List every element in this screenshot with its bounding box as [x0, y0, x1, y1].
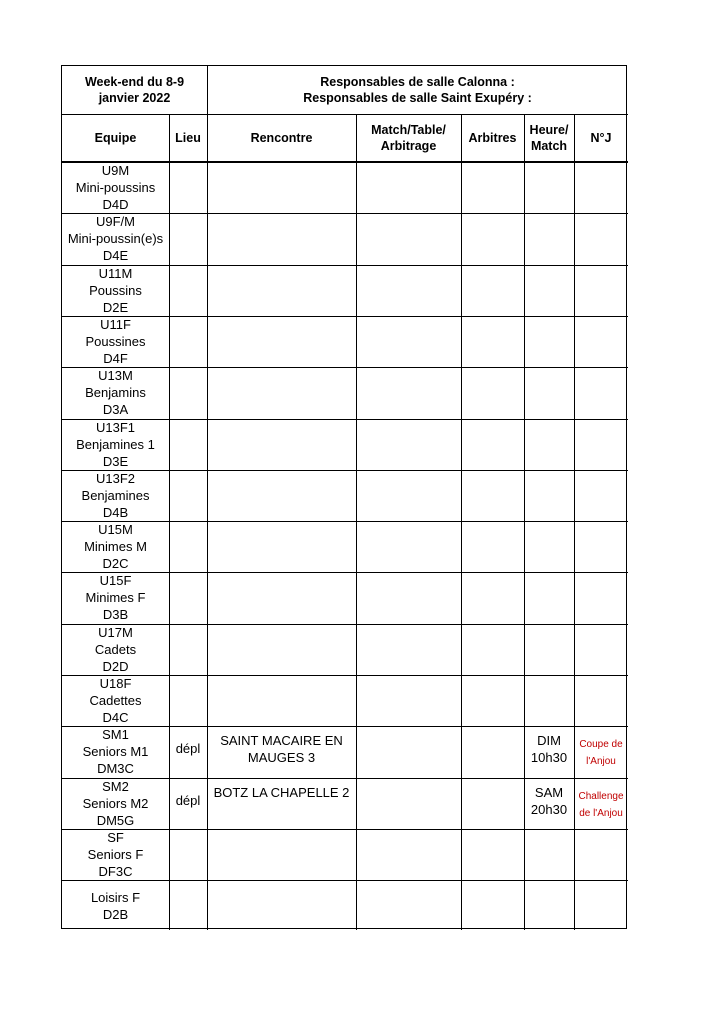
team-cell	[62, 778, 169, 829]
responsables-cell	[207, 66, 628, 114]
team-cell	[62, 162, 169, 213]
team-code: U13F1	[95, 419, 136, 435]
team-division: DF3C	[98, 863, 133, 879]
team-name: Poussins	[89, 282, 142, 298]
lieu-cell: dépl	[175, 792, 201, 808]
col-header-lieu	[169, 114, 207, 162]
team-division: D2D	[102, 658, 129, 674]
col-header-equipe-label: Equipe	[94, 131, 137, 145]
col-header-match-line-2: Arbitrage	[380, 139, 437, 153]
team-code: U15M	[98, 522, 133, 538]
team-name: Seniors M1	[82, 744, 149, 760]
team-division: D2B	[102, 906, 129, 922]
team-name: Benjamines 1	[76, 436, 155, 452]
team-name: Minimes F	[85, 590, 146, 606]
lieu-cell: dépl	[175, 741, 201, 757]
team-code: SM1	[102, 727, 129, 743]
team-division: D4C	[102, 710, 129, 725]
responsables-calonna: Responsables de salle Calonna :	[320, 75, 515, 89]
team-name: Minimes M	[84, 539, 147, 555]
team-name: Mini-poussins	[75, 180, 156, 195]
team-name: Mini-poussin(e)s	[67, 231, 164, 247]
weekend-cell	[62, 66, 207, 114]
team-name: Seniors F	[87, 846, 144, 862]
team-cell	[62, 470, 169, 521]
responsables-saint-exupery: Responsables de salle Saint Exupéry :	[303, 91, 532, 105]
nj-cell	[574, 778, 628, 829]
team-cell	[62, 521, 169, 572]
col-header-heure	[524, 114, 574, 162]
col-header-rencontre	[207, 114, 356, 162]
nj-line: Coupe de	[579, 739, 623, 751]
team-name: Loisirs F	[90, 889, 141, 905]
team-code: U11M	[98, 265, 133, 281]
team-name: Seniors M2	[82, 795, 149, 811]
schedule-table	[61, 65, 627, 929]
rencontre-line: MAUGES 3	[247, 750, 316, 766]
team-division: D4E	[102, 248, 129, 264]
team-name: Benjamins	[85, 385, 146, 401]
team-code: U17M	[98, 624, 133, 640]
team-cell	[62, 572, 169, 623]
team-cell	[62, 316, 169, 367]
team-division: D4F	[103, 350, 128, 366]
nj-line: de l'Anjou	[579, 807, 623, 819]
col-header-match	[356, 114, 461, 162]
team-name: Cadettes	[89, 693, 142, 708]
team-code: SM2	[102, 778, 129, 794]
team-division: D4D	[102, 197, 129, 212]
team-name: Benjamines	[81, 487, 150, 503]
team-cell	[62, 419, 169, 470]
team-cell	[62, 880, 169, 931]
heure-time: 10h30	[530, 750, 568, 766]
nj-line: l'Anjou	[586, 756, 616, 768]
rencontre-line: SAINT MACAIRE EN	[220, 733, 343, 749]
col-header-equipe	[62, 114, 169, 162]
heure-time: 20h30	[530, 801, 568, 817]
header-divider	[62, 114, 628, 115]
team-code: U11F	[100, 316, 131, 332]
team-division: D2E	[102, 299, 129, 315]
col-header-heure-line-2: Match	[530, 139, 568, 153]
team-division: D4B	[102, 504, 129, 520]
col-header-match-line-1: Match/Table/	[371, 123, 446, 137]
team-cell	[62, 265, 169, 316]
col-header-rencontre-label: Rencontre	[250, 131, 313, 145]
col-header-nj-label: N°J	[590, 131, 612, 145]
team-division: DM5G	[96, 812, 135, 828]
rencontre-cell	[207, 778, 356, 829]
team-cell	[62, 675, 169, 726]
team-code: U13M	[98, 368, 133, 384]
nj-line: Challenge	[578, 790, 624, 802]
nj-cell	[574, 726, 628, 777]
heure-day: DIM	[537, 733, 561, 749]
col-header-heure-line-1: Heure/	[529, 123, 569, 137]
team-cell	[62, 213, 169, 264]
team-name: Cadets	[94, 641, 137, 657]
team-code: U18F	[99, 676, 132, 691]
col-header-arbitres-label: Arbitres	[468, 131, 517, 145]
rencontre-cell	[207, 726, 356, 777]
team-code: U13F2	[95, 470, 136, 486]
team-cell	[62, 726, 169, 777]
team-division: DM3C	[97, 761, 134, 777]
team-cell	[62, 367, 169, 418]
team-cell	[62, 829, 169, 880]
team-code: U9F/M	[96, 214, 135, 230]
heure-day: SAM	[534, 784, 564, 800]
team-division: D3B	[102, 607, 129, 623]
team-code: SF	[107, 829, 124, 845]
team-name: Poussines	[85, 333, 146, 349]
col-header-nj	[574, 114, 628, 162]
heure-cell	[524, 778, 574, 829]
col-header-arbitres	[461, 114, 524, 162]
team-division: D3A	[102, 402, 129, 418]
col-header-lieu-label: Lieu	[175, 131, 201, 145]
heure-cell	[524, 726, 574, 777]
team-code: U15F	[99, 573, 132, 589]
weekend-line-1: Week-end du 8-9	[84, 75, 185, 89]
weekend-line-2: janvier 2022	[98, 91, 171, 105]
team-division: D3E	[102, 453, 129, 469]
team-cell	[62, 624, 169, 675]
rencontre-line: BOTZ LA CHAPELLE 2	[213, 784, 350, 800]
team-code: U9M	[101, 163, 130, 178]
team-division: D2C	[102, 556, 129, 572]
